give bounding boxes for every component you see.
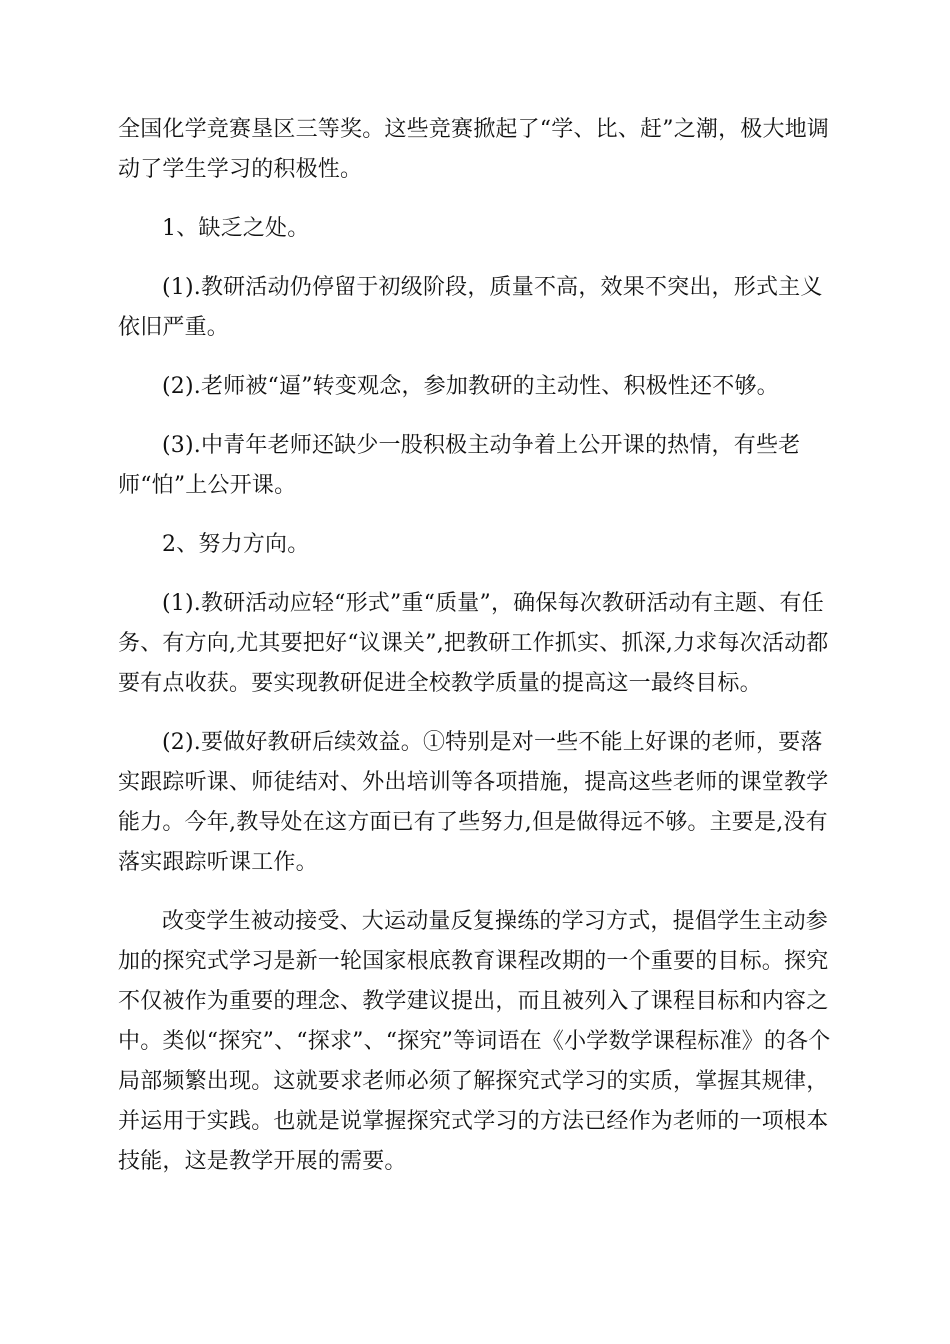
shortcoming-item-1: (1).教研活动仍停留于初级阶段，质量不高，效果不突出，形式主义依旧严重。: [118, 275, 823, 340]
shortcoming-item-3: (3).中青年老师还缺少一股积极主动争着上公开课的热情，有些老师“怕”上公开课。: [118, 433, 801, 498]
direction-item-2: (2).要做好教研后续效益。①特别是对一些不能上好课的老师，要落实跟踪听课、师徒结对、外出培训等各项措施，提高这些老师的课堂教学能力。今年,教导处在这方面已有了些努力,但是做得远不够。主要是,没有落实跟踪听课工作。: [118, 730, 829, 875]
section-heading-shortcomings: 1、缺乏之处。: [162, 216, 310, 241]
closing-paragraph: 改变学生被动接受、大运动量反复操练的学习方式，提倡学生主动参加的探究式学习是新一轮国家根底教育课程改期的一个重要的目标。探究不仅被作为重要的理念、教学建议提出，而且被列入了课程目标和内容之中。类似“探究”、“探求”、“探究”等词语在《小学数学课程标准》的各个局部频繁出现。这就要求老师必须了解探究式学习的实质，掌握其规律，并运用于实践。也就是说掌握探究式学习的方法已经作为老师的一项根本技能，这是教学开展的需要。: [118, 909, 831, 1174]
paragraph-intro-continuation: 全国化学竞赛垦区三等奖。这些竞赛掀起了“学、比、赶”之潮，极大地调动了学生学习的积极性。: [118, 117, 830, 182]
direction-item-1: (1).教研活动应轻“形式”重“质量”，确保每次教研活动有主题、有任务、有方向,尤其要把好“议课关”,把教研工作抓实、抓深,力求每次活动都要有点收获。要实现教研促进全校教学质量的提高这一最终目标。: [118, 591, 829, 696]
shortcoming-item-2: (2).老师被“逼”转变观念，参加教研的主动性、积极性还不够。: [162, 374, 779, 399]
document-body: [118, 110, 836, 1182]
section-heading-direction: 2、努力方向。: [162, 532, 310, 557]
